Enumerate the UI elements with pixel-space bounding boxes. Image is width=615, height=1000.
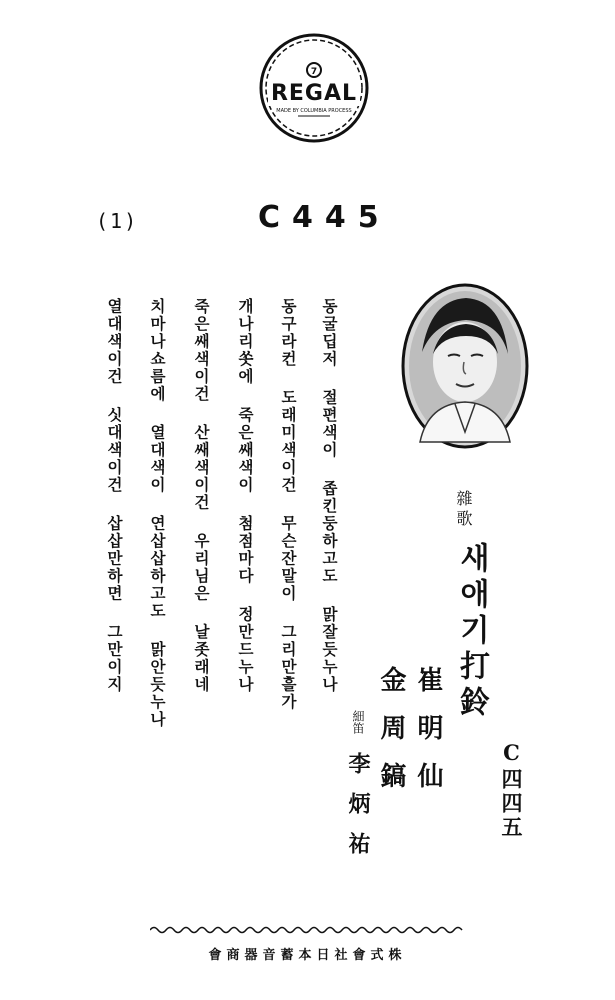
- song-title: 새애기打鈴: [454, 542, 489, 722]
- singer-name-1: 崔明仙: [413, 666, 443, 810]
- svg-text:REGAL: REGAL: [270, 81, 358, 106]
- catalog-number-vertical: C四四五: [499, 740, 524, 840]
- lyric-line-6: 열대색이건 싯대색이건 삽삽만하면 그만이지: [105, 298, 124, 694]
- regal-logo: [258, 32, 370, 144]
- lyric-line-4: 죽은쌔색이건 산쌔색이건 우리님은 날좃래네: [192, 298, 211, 694]
- lyric-line-5: 치마나쇼름에 열대색이 연삽삽하고도 맑안듯누나: [148, 298, 167, 729]
- lyric-line-2: 동구라컨 도래미색이건 무슨잔말이 그리만흘가: [279, 298, 298, 711]
- wavy-divider: [150, 922, 465, 938]
- genre-label: 雜歌: [454, 490, 473, 530]
- lyric-line-3: 개나리쏫에 죽은쌔색이 첨점마다 정만드누나: [236, 298, 255, 694]
- instrument-role: 細笛: [351, 710, 365, 734]
- svg-text:MADE BY COLUMBIA PROCESS: MADE BY COLUMBIA PROCESS: [276, 108, 352, 114]
- side-number: (1): [96, 209, 139, 233]
- singer-name-2: 金周鎬: [376, 666, 406, 810]
- svg-text:7: 7: [310, 67, 318, 77]
- lyric-line-1: 동굴딥저 절편색이 좁킨둥하고도 맑잘듯누나: [320, 298, 339, 694]
- singer-portrait: [400, 282, 530, 450]
- catalog-number: C445: [258, 200, 391, 235]
- company-name: 株式會社日本蓄音器商會: [208, 948, 407, 963]
- accompanist-name: 李炳祐: [345, 752, 371, 872]
